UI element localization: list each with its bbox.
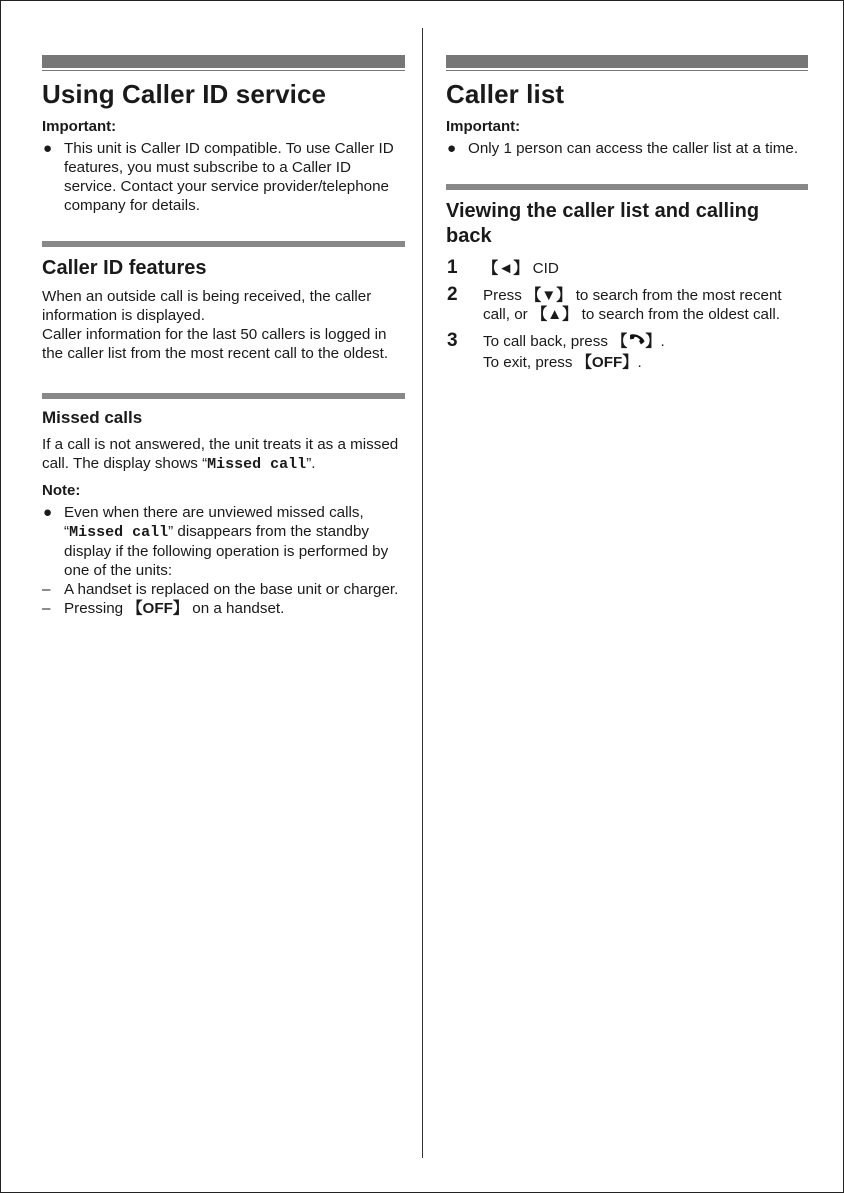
subsection-bar [42, 241, 405, 247]
quote-open: “ [64, 523, 70, 540]
important-bullet [446, 139, 808, 158]
step-3 [446, 332, 808, 372]
handset-icon [627, 334, 645, 353]
missed-paragraph [42, 435, 405, 474]
step-text: To call back, press [483, 333, 613, 350]
section-heading-missed: Missed calls [42, 408, 143, 427]
column-divider [422, 28, 423, 1158]
left-arrow-key: 【◄】 [483, 260, 529, 277]
section-heading-features: Caller ID features [42, 257, 207, 279]
bullet-dot: ● [447, 140, 457, 157]
quote-close: ” [168, 523, 174, 540]
dash-text: Pressing [64, 600, 128, 617]
step-number: 3 [447, 330, 458, 351]
off-key: 【OFF】 [127, 600, 189, 617]
important-label: Important: [446, 118, 521, 135]
important-label: Important: [42, 118, 117, 135]
left-column [42, 55, 405, 618]
step-text: . [637, 354, 642, 371]
features-paragraph-2: Caller information for the last 50 callers is logged in the caller list from the most recent call to the oldest. [42, 326, 389, 362]
step-text: To exit, press [483, 354, 577, 371]
bullet-text: This unit is Caller ID compatible. To use Caller ID features, you must subscribe to a Caller ID service. Contact your service provider/telephone company for details. [64, 140, 394, 214]
step-number: 2 [447, 284, 458, 305]
note-bullet [42, 503, 405, 580]
page-title: Using Caller ID service [42, 79, 327, 109]
key-bracket-close: 】 [645, 333, 661, 350]
off-key: 【OFF】 [576, 354, 638, 371]
step-number: 1 [447, 257, 458, 278]
step-2 [446, 286, 808, 324]
step-text: to search from the most recent call, or [483, 287, 782, 323]
step-text: . [660, 333, 665, 350]
section-heading-viewing: Viewing the caller list and calling back [446, 200, 760, 247]
section-bar-line [42, 70, 405, 71]
subsection-bar [446, 184, 808, 190]
section-bar [42, 55, 405, 68]
important-bullet [42, 139, 405, 215]
note-text-2: disappears from the standby display if the following operation is performed by one of the units: [64, 523, 389, 579]
dash-item [42, 599, 405, 618]
bullet-dot: ● [43, 140, 53, 157]
display-text: Missed call [69, 524, 169, 541]
right-column [446, 55, 808, 380]
section-bar-line [446, 70, 808, 71]
quote-open: “ [202, 455, 208, 472]
bullet-dot: ● [43, 504, 53, 521]
features-paragraph-1: When an outside call is being received, the caller information is displayed. [42, 288, 372, 324]
dash-text: on a handset. [188, 600, 285, 617]
missed-text: If a call is not answered, the unit treats it as a missed call. The display shows [42, 436, 399, 472]
note-text-1: Even when there are unviewed missed calls, [64, 504, 364, 521]
dash-text: A handset is replaced on the base unit or charger. [64, 581, 399, 598]
page-title-right: Caller list [446, 79, 565, 109]
dash-item [42, 580, 405, 599]
subsection-bar [42, 393, 405, 399]
note-label: Note: [42, 482, 81, 499]
dash-symbol: – [42, 600, 51, 617]
bullet-text: Only 1 person can access the caller list at a time. [468, 140, 799, 157]
step-text: to search from the oldest call. [577, 306, 780, 323]
step-text: CID [528, 260, 559, 277]
step-1 [446, 259, 808, 278]
quote-close: ”. [306, 455, 316, 472]
up-arrow-key: 【▲】 [531, 306, 578, 323]
section-bar [446, 55, 808, 68]
display-text: Missed call [207, 456, 307, 473]
dash-symbol: – [42, 581, 51, 598]
down-arrow-key: 【▼】 [526, 287, 572, 304]
step-text: Press [483, 287, 527, 304]
key-bracket-open: 【 [612, 333, 628, 350]
